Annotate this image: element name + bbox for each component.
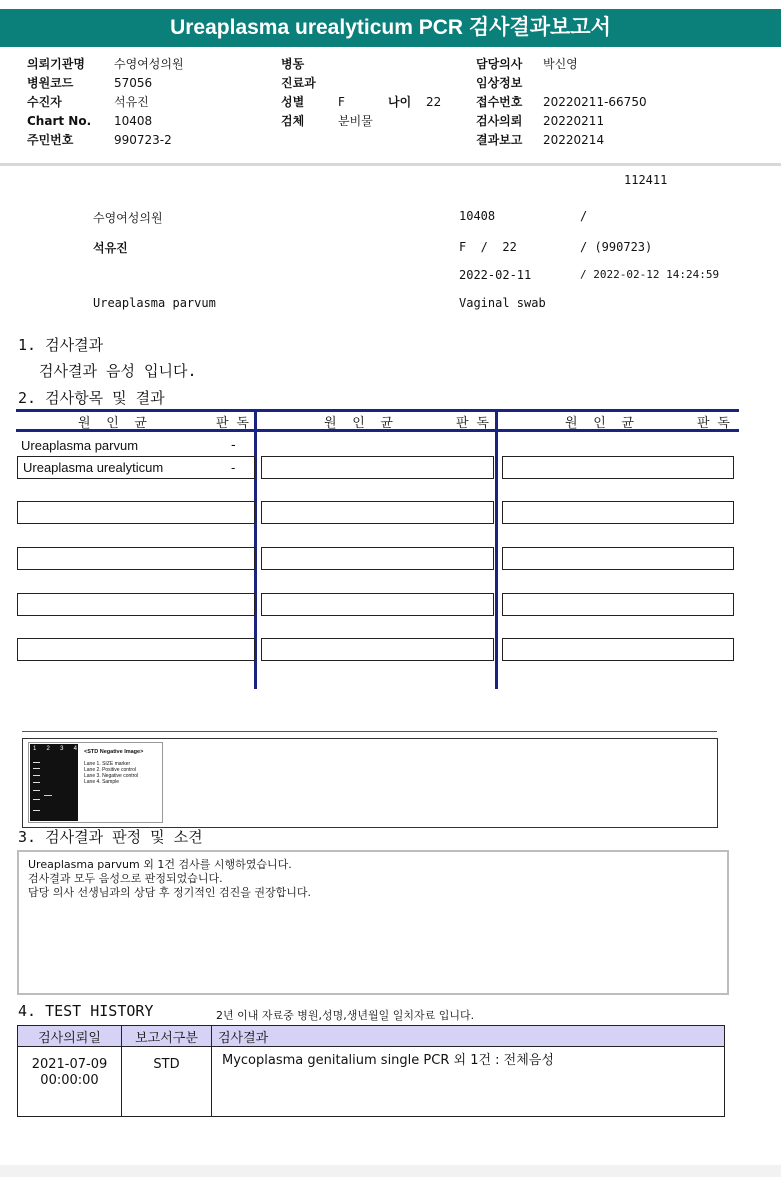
empty-cell <box>502 501 734 524</box>
header-divider <box>0 163 781 166</box>
result-value: - <box>231 460 236 475</box>
header-label: 담당의사 <box>476 57 523 71</box>
report-code: 112411 <box>624 173 668 187</box>
col-header-organism: 원 인 균 <box>565 416 634 431</box>
header-label: 검사의뢰 <box>476 114 523 128</box>
report-title: Ureaplasma urealyticum PCR 검사결과보고서 <box>0 9 781 47</box>
empty-cell <box>502 456 734 479</box>
header-label: 병원코드 <box>27 76 74 90</box>
header-col2 <box>281 55 441 131</box>
header-value: 석유진 <box>114 95 149 109</box>
divider-line <box>22 731 717 732</box>
specimen: Vaginal swab <box>459 296 546 310</box>
header-label: 결과보고 <box>476 133 523 147</box>
opinion-box <box>17 850 729 995</box>
age-label: 나이 <box>388 95 412 109</box>
history-time: 00:00:00 <box>40 1073 99 1088</box>
empty-cell <box>17 593 255 616</box>
lane-number: 3 <box>60 746 64 752</box>
test-name: Ureaplasma parvum <box>93 296 216 310</box>
table-col-divider <box>495 409 498 689</box>
empty-cell <box>502 593 734 616</box>
gel-image <box>28 742 163 823</box>
gel-legend <box>84 749 143 785</box>
header-label: 주민번호 <box>27 133 74 147</box>
opinion-line: 검사결과 모두 음성으로 판정되었습니다. <box>28 872 223 885</box>
empty-cell <box>261 547 494 570</box>
gel-legend-item: Lane 4. Sample <box>84 779 120 785</box>
gel-legend-item: Lane 3. Negative control <box>84 773 139 779</box>
header-value: 20220211-66750 <box>543 95 647 109</box>
history-date-cell <box>18 1047 122 1117</box>
empty-cell <box>17 638 255 661</box>
hospital-name: 수영여성의원 <box>93 211 163 225</box>
patient-name: 석유진 <box>93 241 128 255</box>
chart-slash: / <box>580 209 588 223</box>
opinion-line: 담당 의사 선생님과의 상담 후 정기적인 검진을 권장합니다. <box>28 886 311 899</box>
gel-title: <STD Negative Image> <box>84 749 144 755</box>
birth-date: / (990723) <box>580 240 653 254</box>
history-table <box>17 1025 725 1117</box>
header-label: 접수번호 <box>476 95 523 109</box>
chart-number: 10408 <box>459 209 496 223</box>
col-header-result: 판 독 <box>456 416 489 431</box>
col-header-result: 판 독 <box>216 416 249 431</box>
header-value: 분비물 <box>338 114 373 128</box>
history-date: 2021-07-09 <box>31 1057 108 1072</box>
age-value: 22 <box>426 95 442 109</box>
report-datetime: / 2022-02-12 14:24:59 <box>580 268 720 281</box>
gel-image-box <box>22 738 718 828</box>
result-value: - <box>231 438 236 453</box>
section3-heading: 3. 검사결과 판정 및 소견 <box>18 828 203 846</box>
header-label: 수진자 <box>27 95 62 109</box>
gel-band <box>44 795 52 796</box>
result-row <box>17 456 255 479</box>
header-label: Chart No. <box>27 114 92 128</box>
header-value: 10408 <box>114 114 153 128</box>
history-col-header: 검사결과 <box>212 1026 725 1047</box>
header-col1 <box>27 55 184 150</box>
gel-legend-item: Lane 1. SIZE marker <box>84 761 131 767</box>
header-value: 990723-2 <box>114 133 172 147</box>
history-col-header: 검사의뢰일 <box>18 1026 122 1047</box>
empty-cell <box>17 501 255 524</box>
header-value: 57056 <box>114 76 153 90</box>
header-label: 병동 <box>281 57 305 71</box>
header-label: 진료과 <box>281 76 316 90</box>
empty-cell <box>261 501 494 524</box>
gel-band <box>33 762 40 763</box>
empty-cell <box>261 638 494 661</box>
header-value: F <box>338 95 345 109</box>
sex-age: F / 22 <box>459 240 517 254</box>
result-organism: Ureaplasma urealyticum <box>23 460 164 475</box>
header-label: 의뢰기관명 <box>27 57 85 71</box>
history-result: Mycoplasma genitalium single PCR 외 1건 : 전체음성 <box>212 1047 725 1117</box>
receipt-date: 2022-02-11 <box>459 268 532 282</box>
header-label: 임상정보 <box>476 76 523 90</box>
lane-number: 4 <box>73 746 77 752</box>
section1-text: 검사결과 음성 입니다. <box>39 362 197 380</box>
header-value: 박신영 <box>543 57 578 71</box>
gel-band <box>33 775 40 776</box>
header-value: 20220214 <box>543 133 605 147</box>
gel-photo <box>30 744 78 821</box>
header-label: 검체 <box>281 114 305 128</box>
result-organism: Ureaplasma parvum <box>21 438 139 453</box>
col-header-result: 판 독 <box>697 416 730 431</box>
header-value: 수영여성의원 <box>114 57 184 71</box>
header-col3 <box>476 55 647 150</box>
lane-number: 1 <box>33 746 37 752</box>
history-col-header: 보고서구분 <box>122 1026 212 1047</box>
lane-number: 2 <box>46 746 50 752</box>
gel-band <box>33 790 40 791</box>
section1-heading: 1. 검사결과 <box>18 336 104 354</box>
table-row <box>18 1047 725 1117</box>
gel-band <box>33 782 40 783</box>
section2-heading: 2. 검사항목 및 결과 <box>18 389 165 407</box>
header-value: 20220211 <box>543 114 605 128</box>
empty-cell <box>17 547 255 570</box>
history-type: STD <box>122 1047 212 1117</box>
opinion-line: Ureaplasma parvum 외 1건 검사를 시행하였습니다. <box>28 858 292 871</box>
section4-heading: 4. TEST HISTORY <box>18 1002 154 1020</box>
empty-cell <box>502 638 734 661</box>
col-header-organism: 원 인 균 <box>78 416 147 431</box>
col-header-organism: 원 인 균 <box>324 416 393 431</box>
gel-band <box>33 810 40 811</box>
gel-band <box>33 799 40 800</box>
gel-legend-item: Lane 2. Positive control <box>84 767 136 773</box>
empty-cell <box>261 593 494 616</box>
gel-band <box>33 768 40 769</box>
header-label: 성별 <box>281 95 305 109</box>
history-note: 2년 이내 자료중 병원,성명,생년월일 일치자료 입니다. <box>216 1009 475 1022</box>
empty-cell <box>261 456 494 479</box>
empty-cell <box>502 547 734 570</box>
